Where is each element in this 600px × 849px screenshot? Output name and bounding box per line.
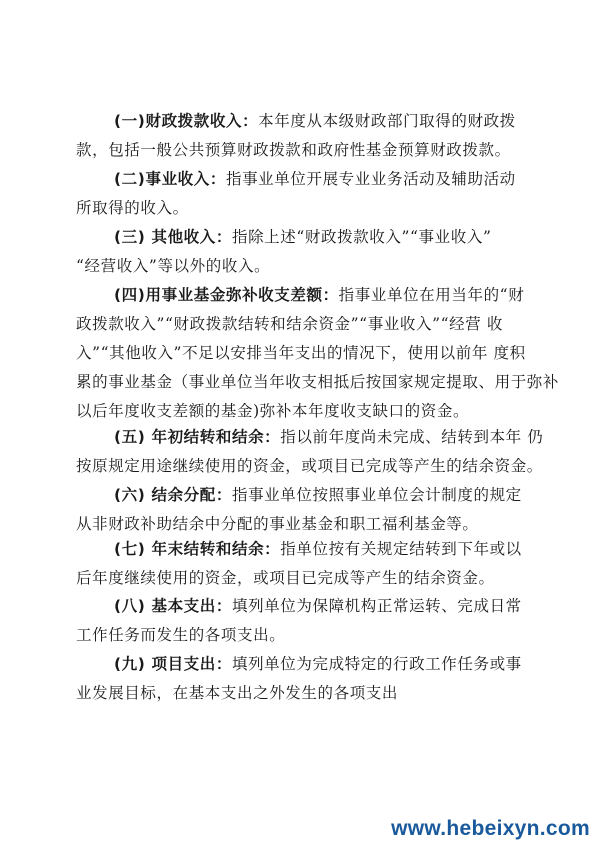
definition-3-line-1: 指除上述“财政拨款收入”“事业收入”	[231, 228, 492, 246]
definition-4-line-3: 入”“其他收入”不足以安排当年支出的情况下，使用以前年 度积	[76, 344, 526, 362]
paragraph-9	[76, 650, 536, 708]
term-8: (八) 基本支出：	[114, 597, 232, 615]
term-2: (二)事业收入：	[114, 170, 226, 188]
site-watermark: www.hebeixyn.com	[391, 817, 590, 840]
paragraph-1	[76, 107, 536, 165]
definition-1-line-2: 款，包括一般公共预算财政拨款和政府性基金预算财政拨款。	[76, 141, 511, 159]
definition-5-line-2: 按原规定用途继续使用的资金，或项目已完成等产生的结余资金。	[76, 457, 543, 475]
definition-7-line-2: 后年度继续使用的资金，或项目已完成等产生的结余资金。	[76, 569, 495, 587]
definition-2-line-2: 所取得的收入。	[76, 199, 189, 217]
definition-4-line-5: 以后年度收支差额的基金)弥补本年度收支缺口的资金。	[76, 402, 470, 420]
paragraph-7	[76, 535, 536, 593]
definition-4-line-1: 指事业单位在用当年的“财	[338, 286, 525, 304]
paragraph-6	[76, 481, 536, 539]
definition-9-line-2: 业发展目标，在基本支出之外发生的各项支出	[76, 684, 399, 702]
definition-5-line-1: 指以前年度尚未完成、结转到本年 仍	[280, 428, 544, 446]
term-6: (六) 结余分配：	[114, 486, 232, 504]
definition-4-line-2: 政拨款收入”“财政拨款结转和结余资金”“事业收入”“经营 收	[76, 315, 503, 333]
term-9: (九) 项目支出：	[114, 655, 232, 673]
definition-6-line-2: 从非财政补助结余中分配的事业基金和职工福利基金等。	[76, 515, 479, 533]
term-4: (四)用事业基金弥补收支差额：	[114, 286, 339, 304]
term-3: (三) 其他收入：	[114, 228, 232, 246]
definition-3-line-2: “经营收入”等以外的收入。	[76, 257, 271, 275]
term-7: (七) 年末结转和结余：	[114, 540, 281, 558]
definition-2-line-1: 指事业单位开展专业业务活动及辅助活动	[225, 170, 516, 188]
definition-4-line-4: 累的事业基金（事业单位当年收支相抵后按国家规定提取、用于弥补	[76, 373, 560, 391]
definition-1-line-1: 本年度从本级财政部门取得的财政拨	[258, 112, 516, 130]
term-1: (一)财政拨款收入：	[114, 112, 259, 130]
paragraph-5	[76, 423, 544, 481]
definition-8-line-2: 工作任务而发生的各项支出。	[76, 626, 286, 644]
definition-7-line-1: 指单位按有关规定结转到下年或以	[280, 540, 522, 558]
definition-6-line-1: 指事业单位按照事业单位会计制度的规定	[231, 486, 522, 504]
term-5: (五) 年初结转和结余：	[114, 428, 281, 446]
paragraph-4	[76, 281, 560, 426]
paragraph-3	[76, 223, 536, 281]
definition-9-line-1: 填列单位为完成特定的行政工作任务或事	[231, 655, 522, 673]
paragraph-2	[76, 165, 536, 223]
definition-8-line-1: 填列单位为保障机构正常运转、完成日常	[231, 597, 522, 615]
paragraph-8	[76, 592, 536, 650]
